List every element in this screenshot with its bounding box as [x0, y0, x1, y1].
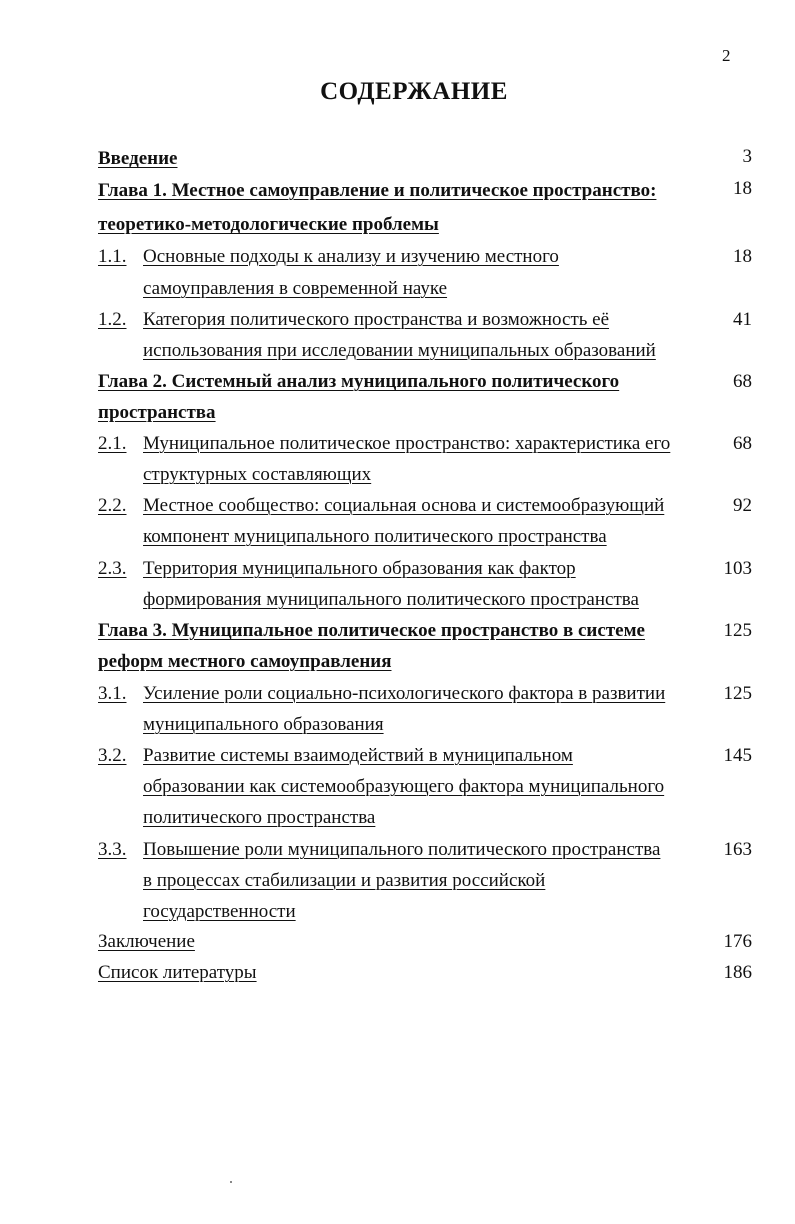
toc-intro-label[interactable]: Введение	[98, 148, 178, 169]
toc-section-2-3-number: 2.3.	[98, 558, 127, 579]
toc-section-2-1-line-1[interactable]: Муниципальное политическое пространство: характеристика его	[143, 433, 671, 454]
toc-section-1-1-line-1[interactable]: Основные подходы к анализу и изучению местного	[143, 246, 559, 267]
toc-section-2-3-line-2[interactable]: формирования муниципального политического пространства	[143, 589, 639, 610]
toc-section-2-1-page: 68	[733, 433, 752, 454]
toc-section-3-3-line-1[interactable]: Повышение роли муниципального политического пространства	[143, 839, 661, 860]
toc-section-3-3-number: 3.3.	[98, 839, 127, 860]
toc-section-3-2-page: 145	[723, 745, 752, 766]
toc-section-2-1-line-2[interactable]: структурных составляющих	[143, 464, 372, 485]
toc-chapter-3-page: 125	[723, 620, 752, 641]
toc-section-2-2-line-2[interactable]: компонент муниципального политического пространства	[143, 526, 607, 547]
toc-section-3-1-line-1[interactable]: Усиление роли социально-психологического фактора в развитии	[143, 683, 666, 704]
toc-section-1-1-number: 1.1.	[98, 246, 127, 267]
toc-conclusion-page: 176	[723, 931, 752, 952]
toc-chapter-2-line-1[interactable]: Глава 2. Системный анализ муниципального политического	[98, 371, 620, 392]
toc-section-1-2-line-2[interactable]: использования при исследовании муниципальных образований	[143, 340, 656, 361]
toc-section-3-2-line-1[interactable]: Развитие системы взаимодействий в муниципальном	[143, 745, 573, 766]
toc-references-label[interactable]: Список литературы	[98, 962, 257, 983]
toc-intro-page: 3	[742, 146, 752, 167]
toc-section-3-3-line-2[interactable]: в процессах стабилизации и развития российской	[143, 870, 546, 891]
toc-chapter-2-page: 68	[733, 371, 752, 392]
toc-references-page: 186	[723, 962, 752, 983]
toc-section-3-3-line-3[interactable]: государственности	[143, 901, 296, 922]
toc-section-2-2-page: 92	[733, 495, 752, 516]
toc-section-1-1-line-2[interactable]: самоуправления в современной науке	[143, 278, 448, 299]
toc-section-3-1-page: 125	[723, 683, 752, 704]
toc-section-1-2-number: 1.2.	[98, 309, 127, 330]
toc-section-2-2-line-1[interactable]: Местное сообщество: социальная основа и системообразующий	[143, 495, 665, 516]
toc-chapter-1-line-1[interactable]: Глава 1. Местное самоуправление и политическое пространство:	[98, 180, 657, 201]
toc-chapter-1-line-2[interactable]: теоретико-методологические проблемы	[98, 214, 439, 235]
toc-section-3-3-page: 163	[723, 839, 752, 860]
toc-section-1-2-page: 41	[733, 309, 752, 330]
page-number: 2	[722, 46, 731, 65]
toc-section-3-1-number: 3.1.	[98, 683, 127, 704]
toc-conclusion-label[interactable]: Заключение	[98, 931, 195, 952]
toc-section-3-2-number: 3.2.	[98, 745, 127, 766]
toc-section-2-2-number: 2.2.	[98, 495, 127, 516]
toc-chapter-1-page: 18	[733, 178, 752, 199]
toc-section-3-1-line-2[interactable]: муниципального образования	[143, 714, 384, 735]
toc-section-2-1-number: 2.1.	[98, 433, 127, 454]
toc-section-1-2-line-1[interactable]: Категория политического пространства и возможность её	[143, 309, 610, 330]
toc-section-2-3-page: 103	[723, 558, 752, 579]
toc-section-1-1-page: 18	[733, 246, 752, 267]
toc-chapter-3-line-1[interactable]: Глава 3. Муниципальное политическое пространство в системе	[98, 620, 645, 641]
toc-section-2-3-line-1[interactable]: Территория муниципального образования как фактор	[143, 558, 576, 579]
toc-chapter-2-line-2[interactable]: пространства	[98, 402, 216, 423]
page-title: СОДЕРЖАНИЕ	[320, 78, 508, 105]
toc-chapter-3-line-2[interactable]: реформ местного самоуправления	[98, 651, 392, 672]
toc-section-3-2-line-3[interactable]: политического пространства	[143, 807, 376, 828]
toc-section-3-2-line-2[interactable]: образовании как системообразующего фактора муниципального	[143, 776, 665, 797]
scan-speck	[230, 1181, 232, 1183]
